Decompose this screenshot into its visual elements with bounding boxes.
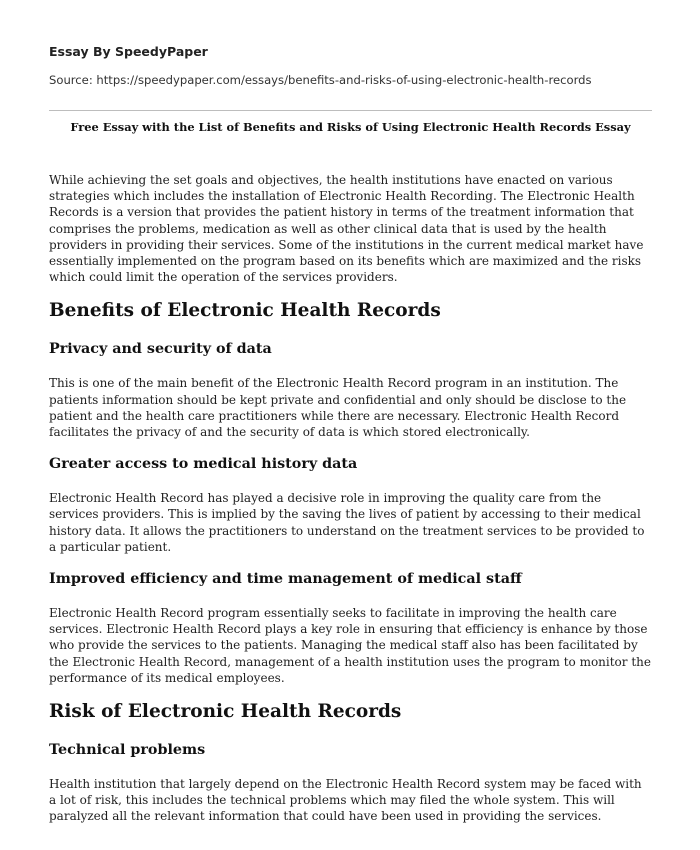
subsection-heading-access: Greater access to medical history data — [49, 456, 358, 473]
section-heading-risks: Risk of Electronic Health Records — [49, 701, 402, 723]
essay-brand: Essay By SpeedyPaper — [49, 44, 208, 59]
paragraph-efficiency: Electronic Health Record program essentially seeks to facilitate in improving the health care services. Electronic Health Record plays a key role in ensuring that efficiency is enhance by those who provide the services to the patients. Managing the medical staff also has been facilitated by the Electronic Health Record, management of a health institution uses the program to monitor the performance of its medical employees. — [49, 606, 651, 685]
intro-paragraph: While achieving the set goals and objectives, the health institutions have enacted on various strategies which includes the installation of Electronic Health Recording. The Electronic Health Records is a version that provides the patient history in terms of the treatment information that comprises the problems, medication as well as other clinical data that is used by the health providers in providing their services. Some of the institutions in the current medical market have essentially implemented on the program based on its benefits which are maximized and the risks which could limit the operation of the services providers. — [49, 173, 644, 285]
section-heading-benefits: Benefits of Electronic Health Records — [49, 300, 441, 322]
subsection-heading-technical: Technical problems — [49, 742, 206, 759]
paragraph-privacy: This is one of the main benefit of the Electronic Health Record program in an institution. The patients information should be kept private and confidential and only should be disclose to the patient and the health care practitioners while there are necessary. Electronic Health Record facilitates the privacy of and the security of data is which stored electronically. — [49, 376, 627, 440]
subsection-heading-privacy: Privacy and security of data — [49, 341, 272, 358]
essay-title: Free Essay with the List of Benefits and Risks of Using Electronic Health Records Essay — [70, 120, 631, 134]
header-divider — [49, 110, 652, 111]
paragraph-technical: Health institution that largely depend on the Electronic Health Record system may be faced with a lot of risk, this includes the technical problems which may filed the whole system. This will paralyzed all the relevant information that could have been used in providing the services. — [49, 777, 642, 824]
paragraph-access: Electronic Health Record has played a decisive role in improving the quality care from the services providers. This is implied by the saving the lives of patient by accessing to their medical history data. It allows the practitioners to understand on the treatment services to be provided to a particular patient. — [49, 491, 645, 554]
essay-body — [49, 172, 652, 825]
subsection-heading-efficiency: Improved efficiency and time management of medical staff — [49, 571, 522, 588]
source-link[interactable]: Source: https://speedypaper.com/essays/benefits-and-risks-of-using-electronic-health-records — [49, 73, 592, 87]
